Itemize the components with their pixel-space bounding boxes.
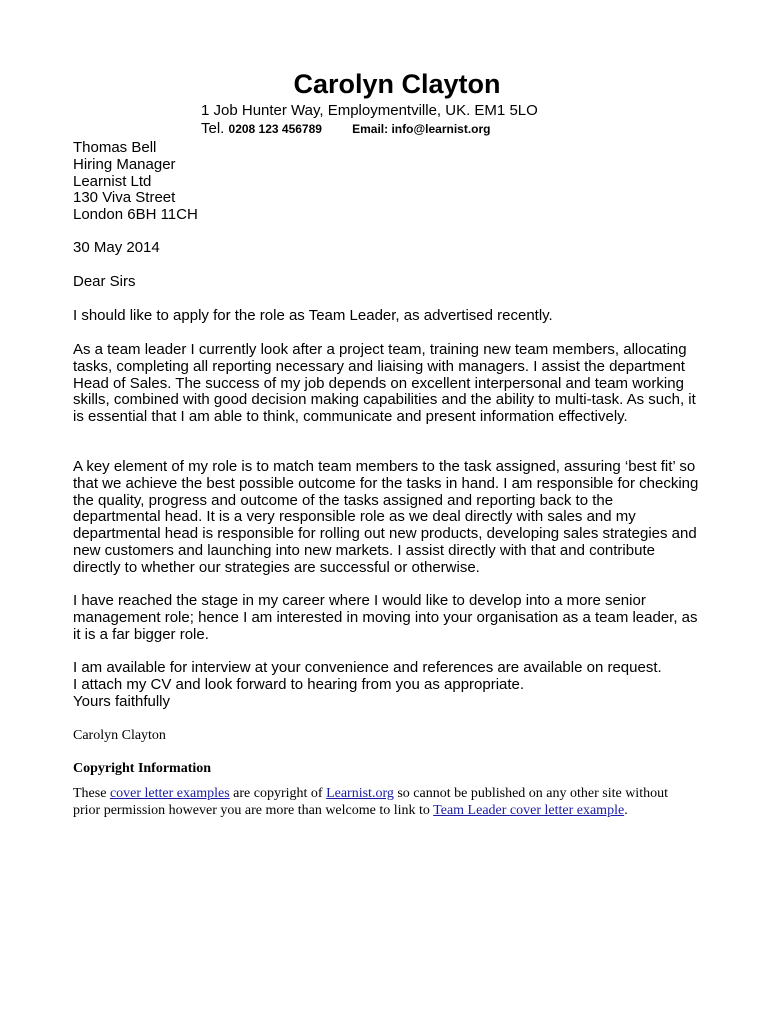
closing — [73, 660, 703, 710]
letter-date: 30 May 2014 — [73, 239, 160, 256]
tel-number: 0208 123 456789 — [228, 122, 322, 136]
recipient-line: Thomas Bell — [73, 139, 157, 156]
sender-contact — [201, 120, 491, 138]
copyright-text: . — [624, 803, 628, 819]
recipient-line: Learnist Ltd — [73, 172, 152, 190]
copyright-text: These — [73, 786, 110, 801]
sender-email: Email: info@learnist.org — [352, 122, 491, 136]
closing-line: I am available for interview at your convenience and references are available on request. — [73, 659, 662, 676]
salutation: Dear Sirs — [73, 273, 136, 290]
copyright-heading: Copyright Information — [73, 761, 212, 776]
tel-label: Tel. — [201, 120, 225, 137]
cover-letter-examples-link[interactable]: cover letter examples — [109, 786, 230, 801]
paragraph-key-element: A key element of my role is to match team members to the task assigned, assuring ‘best fit’ so that we achieve the best possible outcome for the tasks in hand. I am responsible for checking the quality, progress and outcome of the tasks assigned and reporting back to the departmental head. It is a very responsible role as we deal directly with sales and my departmental head is responsible for rolling out new products, developing sales strategies and new customers and launching into new markets. I assist directly with that and contribute directly to whether our strategies are successful or otherwise. — [73, 458, 699, 576]
copyright-text: are copyright of — [229, 786, 327, 801]
sign-off: Yours faithfully — [73, 692, 171, 710]
recipient-line: London 6BH 11CH — [73, 206, 198, 224]
sender-address: 1 Job Hunter Way, Employmentville, UK. EM1 5LO — [201, 102, 538, 119]
paragraph-current-role: As a team leader I currently look after a project team, training new team members, allocating tasks, completing all reporting necessary and liaising with managers. I assist the department Head of Sales. The success of my job depends on excellent interpersonal and team working skills, combined with good decision making capabilities and the ability to multi-task. As such, it is essential that I am able to think, communicate and present information effectively. — [73, 341, 696, 426]
sender-name: Carolyn Clayton — [293, 69, 501, 99]
recipient-line: 130 Viva Street — [73, 189, 176, 207]
paragraph-career-stage: I have reached the stage in my career where I would like to develop into a more senior management role; hence I am interested in moving into your organisation as a team leader, as it is a far bigger role. — [73, 592, 698, 643]
paragraph-intro: I should like to apply for the role as Team Leader, as advertised recently. — [73, 307, 553, 324]
recipient-address — [73, 140, 703, 224]
signature-name: Carolyn Clayton — [73, 728, 166, 743]
team-leader-cover-letter-link[interactable]: Team Leader cover letter example — [433, 803, 625, 819]
copyright-text: so cannot be published on any other site without prior permission however you are more than welcome to link to — [73, 786, 668, 819]
closing-line: I attach my CV and look forward to hearing from you as appropriate. — [73, 675, 525, 693]
copyright-notice — [73, 785, 693, 820]
learnist-link[interactable]: Learnist.org — [326, 786, 394, 801]
recipient-line: Hiring Manager — [73, 155, 176, 173]
